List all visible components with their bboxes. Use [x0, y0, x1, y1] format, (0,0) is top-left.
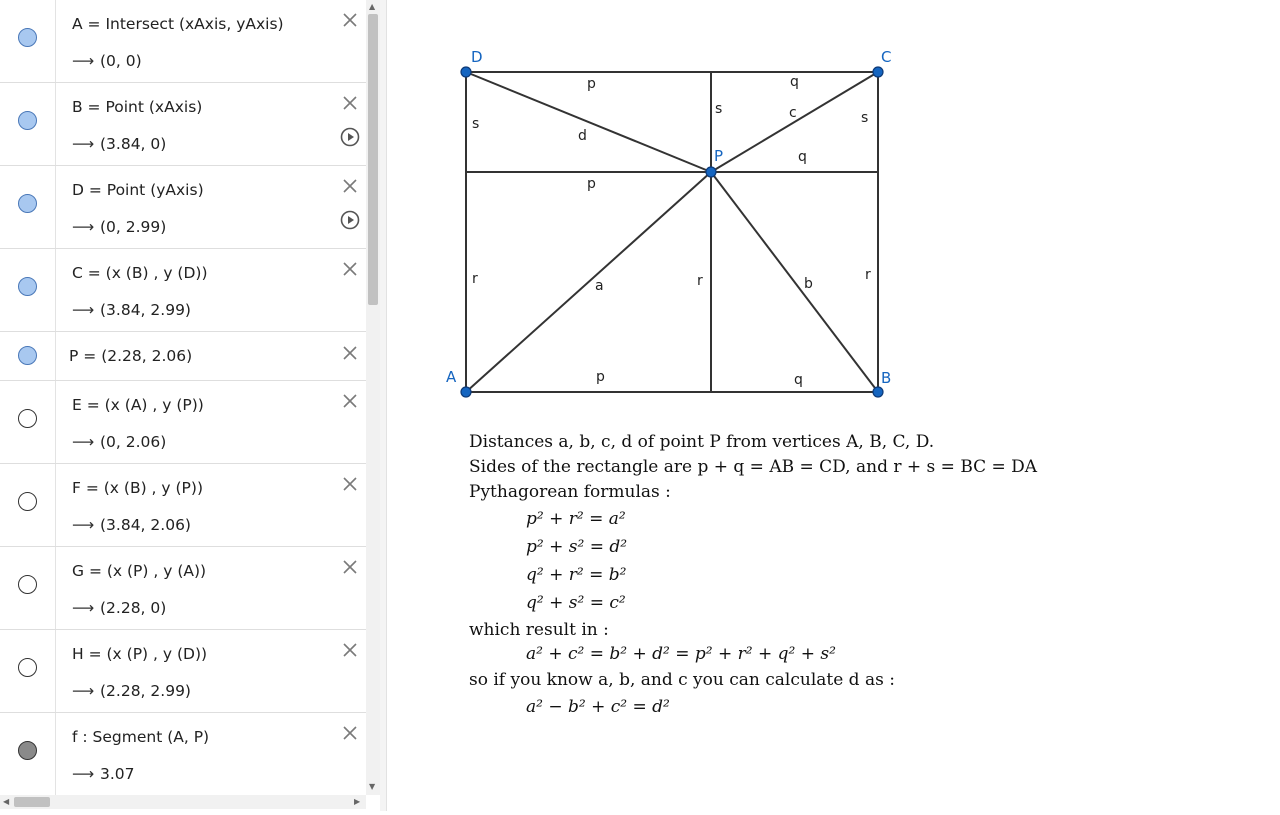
- segment-bp[interactable]: [711, 172, 878, 392]
- play-animation-icon[interactable]: [340, 210, 360, 230]
- object-definition[interactable]: H = (x (P) , y (D)): [72, 645, 208, 663]
- object-value: [72, 301, 191, 319]
- object-value: [72, 516, 191, 534]
- algebra-list: [0, 0, 366, 796]
- object-value: [72, 218, 166, 236]
- visibility-toggle[interactable]: [0, 0, 56, 82]
- delete-icon[interactable]: [341, 724, 359, 742]
- visibility-dot-icon[interactable]: [18, 277, 37, 296]
- equation-1: p² + r² = a²: [526, 509, 626, 529]
- label-mid-q: q: [798, 149, 807, 165]
- algebra-row[interactable]: [0, 249, 366, 332]
- algebra-row[interactable]: [0, 713, 366, 796]
- horizontal-scrollbar[interactable]: [0, 795, 366, 809]
- label-top-q: q: [790, 74, 799, 90]
- equation-6: a² − b² + c² = d²: [526, 697, 670, 717]
- object-definition[interactable]: f : Segment (A, P): [72, 728, 210, 746]
- object-definition[interactable]: E = (x (A) , y (P)): [72, 396, 204, 414]
- algebra-row[interactable]: [0, 547, 366, 630]
- label-diag-c: c: [789, 105, 797, 121]
- object-definition[interactable]: G = (x (P) , y (A)): [72, 562, 207, 580]
- delete-icon[interactable]: [341, 641, 359, 659]
- algebra-row[interactable]: [0, 0, 366, 83]
- visibility-toggle[interactable]: [0, 630, 56, 712]
- point-label-p: P: [714, 147, 724, 165]
- point-a[interactable]: [461, 387, 471, 397]
- scroll-right-arrow-icon[interactable]: ▶: [354, 797, 361, 806]
- object-value-text: (0, 2.06): [100, 433, 167, 451]
- algebra-row[interactable]: [0, 83, 366, 166]
- label-bottom-q: q: [794, 372, 803, 388]
- arrow-icon: ⟶: [72, 52, 95, 70]
- label-center-r: r: [697, 273, 703, 289]
- object-value-text: (0, 0): [100, 52, 142, 70]
- object-definition[interactable]: B = Point (xAxis): [72, 98, 203, 116]
- algebra-row[interactable]: [0, 381, 366, 464]
- point-label-a: A: [446, 368, 457, 386]
- equation-3: q² + r² = b²: [526, 565, 627, 585]
- visibility-dot-icon[interactable]: [18, 741, 37, 760]
- visibility-toggle[interactable]: [0, 83, 56, 165]
- visibility-dot-icon[interactable]: [18, 111, 37, 130]
- scroll-up-arrow-icon[interactable]: ▲: [369, 2, 376, 11]
- delete-icon[interactable]: [341, 558, 359, 576]
- view-divider[interactable]: [380, 0, 387, 811]
- label-center-s: s: [715, 101, 723, 117]
- object-value-text: 3.07: [100, 765, 135, 783]
- visibility-dot-icon[interactable]: [18, 492, 37, 511]
- point-b[interactable]: [873, 387, 883, 397]
- delete-icon[interactable]: [341, 392, 359, 410]
- visibility-toggle[interactable]: [0, 464, 56, 546]
- algebra-row[interactable]: [0, 166, 366, 249]
- object-value-text: (3.84, 2.99): [100, 301, 191, 319]
- visibility-dot-icon[interactable]: [18, 346, 37, 365]
- label-top-p: p: [587, 76, 596, 92]
- equation-4: q² + s² = c²: [526, 593, 626, 613]
- arrow-icon: ⟶: [72, 682, 95, 700]
- delete-icon[interactable]: [341, 260, 359, 278]
- point-label-b: B: [881, 369, 892, 387]
- point-label-d: D: [471, 48, 483, 66]
- label-diag-b: b: [804, 276, 813, 292]
- object-value: [72, 433, 166, 451]
- label-left-r: r: [472, 271, 478, 287]
- label-diag-d: d: [578, 128, 587, 144]
- label-diag-a: a: [595, 278, 604, 294]
- object-value-text: (2.28, 0): [100, 599, 167, 617]
- object-definition[interactable]: D = Point (yAxis): [72, 181, 204, 199]
- text-line-sides: Sides of the rectangle are p + q = AB = CD, and r + s = BC = DA: [469, 457, 1038, 477]
- scroll-left-arrow-icon[interactable]: ◀: [3, 797, 10, 806]
- vertical-scrollbar-thumb[interactable]: [368, 14, 378, 305]
- object-definition[interactable]: P = (2.28, 2.06): [69, 347, 193, 365]
- visibility-toggle[interactable]: [0, 547, 56, 629]
- arrow-icon: ⟶: [72, 433, 95, 451]
- object-definition[interactable]: F = (x (B) , y (P)): [72, 479, 204, 497]
- visibility-dot-icon[interactable]: [18, 658, 37, 677]
- horizontal-scrollbar-thumb[interactable]: [14, 797, 50, 807]
- play-animation-icon[interactable]: [340, 127, 360, 147]
- object-definition[interactable]: A = Intersect (xAxis, yAxis): [72, 15, 284, 33]
- delete-icon[interactable]: [341, 94, 359, 112]
- object-value: [72, 52, 142, 70]
- arrow-icon: ⟶: [72, 218, 95, 236]
- visibility-dot-icon[interactable]: [18, 575, 37, 594]
- text-line-distances: Distances a, b, c, d of point P from vertices A, B, C, D.: [469, 432, 935, 452]
- visibility-dot-icon[interactable]: [18, 409, 37, 428]
- text-line-result: which result in :: [469, 620, 609, 640]
- object-definition[interactable]: C = (x (B) , y (D)): [72, 264, 208, 282]
- delete-icon[interactable]: [341, 344, 359, 362]
- text-line-pythagorean: Pythagorean formulas :: [469, 482, 671, 502]
- point-d[interactable]: [461, 67, 471, 77]
- equation-5: a² + c² = b² + d² = p² + r² + q² + s²: [526, 644, 836, 664]
- delete-icon[interactable]: [341, 177, 359, 195]
- visibility-toggle[interactable]: [0, 332, 56, 380]
- delete-icon[interactable]: [341, 475, 359, 493]
- visibility-dot-icon[interactable]: [18, 28, 37, 47]
- text-line-calculate: so if you know a, b, and c you can calculate d as :: [469, 670, 895, 690]
- point-c[interactable]: [873, 67, 883, 77]
- object-value-text: (3.84, 0): [100, 135, 167, 153]
- scroll-down-arrow-icon[interactable]: ▼: [369, 782, 376, 791]
- object-value: [72, 682, 191, 700]
- label-left-s: s: [472, 116, 480, 132]
- label-mid-p: p: [587, 176, 596, 192]
- arrow-icon: ⟶: [72, 516, 95, 534]
- visibility-toggle[interactable]: [0, 249, 56, 331]
- algebra-view: [0, 0, 381, 811]
- object-value-text: (3.84, 2.06): [100, 516, 191, 534]
- object-value: [72, 135, 166, 153]
- point-p[interactable]: [706, 167, 716, 177]
- label-right-r: r: [865, 267, 871, 283]
- label-right-s: s: [861, 110, 869, 126]
- algebra-row[interactable]: [0, 630, 366, 713]
- arrow-icon: ⟶: [72, 301, 95, 319]
- equation-2: p² + s² = d²: [526, 537, 628, 557]
- label-bottom-p: p: [596, 369, 605, 385]
- point-label-c: C: [881, 48, 892, 66]
- visibility-toggle[interactable]: [0, 166, 56, 248]
- object-value: [72, 765, 135, 783]
- algebra-row[interactable]: [0, 464, 366, 547]
- graphics-view[interactable]: [387, 0, 1280, 811]
- object-value-text: (0, 2.99): [100, 218, 167, 236]
- visibility-toggle[interactable]: [0, 713, 56, 795]
- arrow-icon: ⟶: [72, 765, 95, 783]
- algebra-row[interactable]: [0, 332, 366, 381]
- object-value: [72, 599, 166, 617]
- segment-ap[interactable]: [466, 172, 711, 392]
- arrow-icon: ⟶: [72, 135, 95, 153]
- delete-icon[interactable]: [341, 11, 359, 29]
- visibility-dot-icon[interactable]: [18, 194, 37, 213]
- visibility-toggle[interactable]: [0, 381, 56, 463]
- arrow-icon: ⟶: [72, 599, 95, 617]
- object-value-text: (2.28, 2.99): [100, 682, 191, 700]
